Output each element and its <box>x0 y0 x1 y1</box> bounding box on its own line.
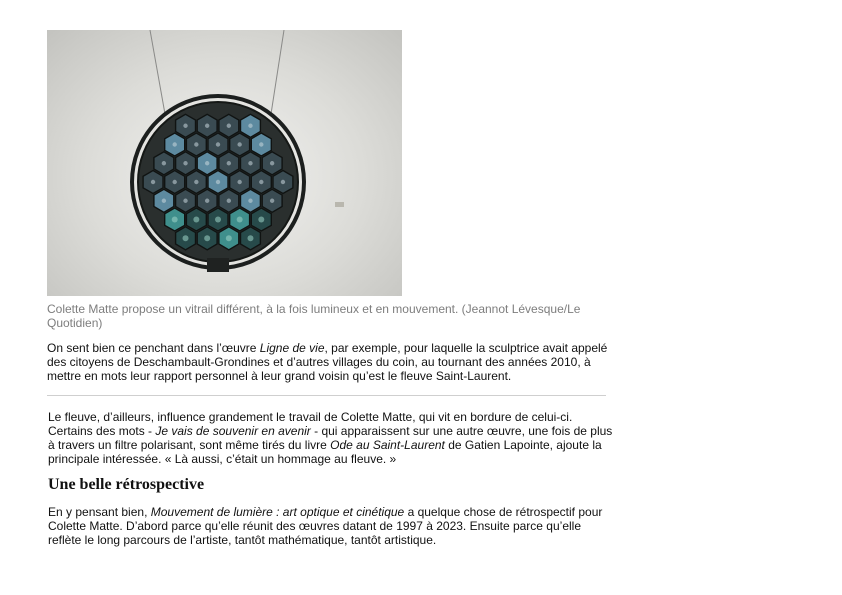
book-title: Ode au Saint-Laurent <box>330 438 445 452</box>
text-span: Le fleuve, d’ailleurs, influence grandement le travail de Colette Matte, qui vit en bordure de celui-ci. Certains des mots - <box>48 410 573 438</box>
text-span: - qui apparaissent sur une autre œuvre, une fois de plus à travers un filtre polarisant, sont même tirés du livre <box>48 424 613 452</box>
text-span: On sent bien ce penchant dans l’œuvre <box>47 341 260 355</box>
text-span: de Gatien Lapointe, ajoute la principale intéressée. « Là aussi, c’était un hommage au fleuve. » <box>48 438 602 466</box>
glass-highlight <box>183 124 187 128</box>
glass-highlight <box>270 161 274 165</box>
glass-highlight <box>226 235 232 241</box>
glass-highlight <box>237 142 241 146</box>
glass-highlight <box>270 199 274 203</box>
glass-highlight <box>259 180 263 184</box>
glass-highlight <box>248 161 252 165</box>
work-title: Je vais de souvenir en avenir <box>155 424 311 438</box>
glass-highlight <box>237 180 241 184</box>
section-heading: Une belle rétrospective <box>48 476 205 493</box>
artwork-photo <box>47 30 402 296</box>
exhibition-title: Mouvement de lumière : art optique et cinétique <box>150 505 405 519</box>
glass-highlight <box>205 124 209 128</box>
work-title: Ligne de vie <box>259 341 325 355</box>
glass-highlight <box>248 124 252 128</box>
text-span: En y pensant bien, <box>48 505 151 519</box>
glass-highlight <box>183 161 187 165</box>
glass-highlight <box>227 124 231 128</box>
glass-highlight <box>204 235 210 241</box>
glass-highlight <box>172 217 178 223</box>
glass-highlight <box>162 161 166 165</box>
glass-highlight <box>227 199 231 203</box>
photo-caption: Colette Matte propose un vitrail différent, à la fois lumineux et en mouvement. (Jeannot Lévesque/Le Quotidien) <box>47 302 581 330</box>
glass-highlight <box>247 235 253 241</box>
glass-highlight <box>205 161 209 165</box>
glass-highlight <box>216 180 220 184</box>
paragraph-retrospective <box>48 505 613 547</box>
glass-highlight <box>172 142 176 146</box>
glass-highlight <box>151 180 155 184</box>
paragraph-ligne-de-vie <box>47 341 612 383</box>
stained-glass-artwork <box>47 30 402 296</box>
glass-highlight <box>194 180 198 184</box>
glass-highlight <box>194 142 198 146</box>
glass-highlight <box>237 217 243 223</box>
divider <box>47 395 606 396</box>
glass-highlight <box>258 217 264 223</box>
glass-highlight <box>248 199 252 203</box>
glass-highlight <box>281 180 285 184</box>
glass-highlight <box>193 217 199 223</box>
text-span: a quelque chose de rétrospectif pour Colette Matte. D’abord parce qu’elle réunit des œuvres datant de 1997 à 2023. Ensuite parce qu’elle reflète le long parcours de l’artiste, tantôt mathématique, tantôt artistique. <box>48 505 603 547</box>
glass-highlight <box>183 199 187 203</box>
paragraph-fleuve <box>48 410 613 466</box>
glass-highlight <box>215 217 221 223</box>
glass-highlight <box>216 142 220 146</box>
glass-highlight <box>227 161 231 165</box>
glass-highlight <box>172 180 176 184</box>
glass-highlight <box>259 142 263 146</box>
glass-highlight <box>205 199 209 203</box>
text-span: , par exemple, pour laquelle la sculptrice avait appelé des citoyens de Deschambault-Grondines et d’autres villages du coin, au tournant des années 2010, à mettre en mots leur rapport personnel à leur grand voisin qu’est le fleuve Saint-Laurent. <box>47 341 608 383</box>
glass-highlight <box>162 199 166 203</box>
glass-highlight <box>183 235 189 241</box>
